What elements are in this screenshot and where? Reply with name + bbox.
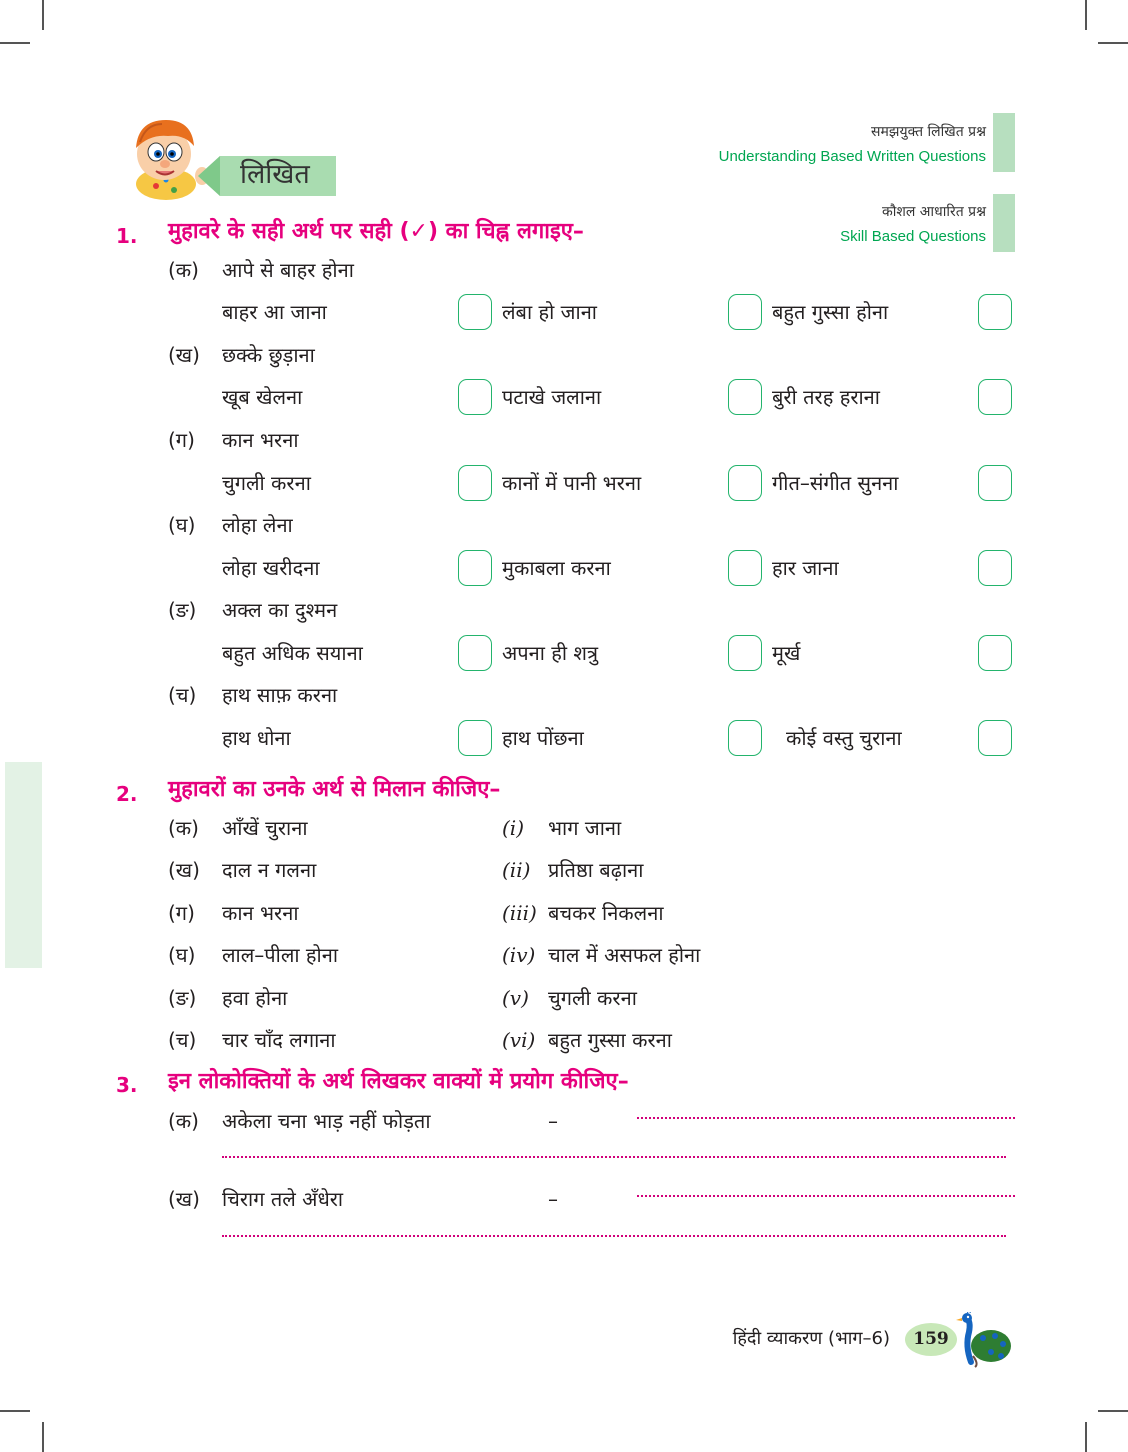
option-text: बहुत गुस्सा होना [772,300,889,324]
proverb-text: अकेला चना भाड़ नहीं फोड़ता [222,1109,431,1133]
option-text: हार जाना [772,556,839,580]
match-right-text: चुगली करना [548,986,637,1010]
category-bar [993,113,1015,172]
idiom-text: आपे से बाहर होना [222,258,354,282]
idiom-text: कान भरना [222,428,299,452]
match-right-text: बहुत गुस्सा करना [548,1028,672,1052]
idiom-text: अक्ल का दुश्मन [222,598,338,622]
crop-mark [0,1410,30,1412]
option-text: बुरी तरह हराना [772,385,880,409]
match-right-text: बचकर निकलना [548,901,664,925]
page-number: 159 [905,1323,957,1356]
match-left-label: (ग) [168,901,195,925]
question-number: 1. [116,224,138,248]
option-text: लंबा हो जाना [502,300,597,324]
question-number: 3. [116,1073,138,1097]
category-english: Understanding Based Written Questions [718,148,986,165]
option-text: हाथ धोना [222,726,291,750]
answer-checkbox[interactable] [728,294,762,330]
proverb-dash: – [548,1187,558,1211]
answer-checkbox[interactable] [978,465,1012,501]
option-text: लोहा खरीदना [222,556,320,580]
question-title: मुहावरे के सही अर्थ पर सही (✓) का चिह्न लगाइए– [168,219,584,244]
option-text: कोई वस्तु चुराना [786,726,902,750]
match-left-text: चार चाँद लगाना [222,1028,336,1052]
answer-checkbox[interactable] [728,379,762,415]
option-text: गीत–संगीत सुनना [772,471,899,495]
answer-line[interactable] [222,1156,1006,1158]
option-text: अपना ही शत्रु [502,641,599,665]
option-text: खूब खेलना [222,385,303,409]
option-text: बहुत अधिक सयाना [222,641,363,665]
book-title: हिंदी व्याकरण (भाग–6) [732,1328,890,1349]
match-right-label: (vi) [502,1028,536,1052]
peacock-illustration [953,1312,1013,1368]
crop-mark [1098,42,1128,44]
option-text: कानों में पानी भरना [502,471,642,495]
option-text: पटाखे जलाना [502,385,602,409]
option-text: मूर्ख [772,641,801,665]
item-label: (ख) [168,343,200,367]
answer-line[interactable] [637,1117,1015,1119]
crop-mark [1085,1422,1087,1452]
category-hindi: कौशल आधारित प्रश्न [881,204,986,220]
match-right-text: भाग जाना [548,816,622,840]
answer-checkbox[interactable] [978,379,1012,415]
item-label: (ङ) [168,598,197,622]
category-english: Skill Based Questions [840,228,986,245]
match-left-text: हवा होना [222,986,288,1010]
category-bar [993,194,1015,252]
answer-checkbox[interactable] [978,294,1012,330]
idiom-text: लोहा लेना [222,513,293,537]
crop-mark [42,1422,44,1452]
match-left-text: आँखें चुराना [222,816,308,840]
option-text: बाहर आ जाना [222,300,327,324]
answer-checkbox[interactable] [978,720,1012,756]
match-right-label: (iv) [502,943,536,967]
match-left-text: लाल–पीला होना [222,943,339,967]
item-label: (घ) [168,513,196,537]
proverb-text: चिराग तले अँधेरा [222,1187,344,1211]
match-left-label: (च) [168,1028,197,1052]
idiom-text: छक्के छुड़ाना [222,343,315,367]
crop-mark [42,0,44,30]
proverb-label: (क) [168,1109,199,1133]
answer-line[interactable] [637,1195,1015,1197]
item-label: (ग) [168,428,195,452]
proverb-label: (ख) [168,1187,200,1211]
crop-mark [1085,0,1087,30]
question-title: मुहावरों का उनके अर्थ से मिलान कीजिए– [168,777,501,802]
option-text: मुकाबला करना [502,556,611,580]
answer-checkbox[interactable] [458,635,492,671]
match-left-label: (क) [168,816,199,840]
answer-checkbox[interactable] [458,550,492,586]
crop-mark [0,42,30,44]
answer-checkbox[interactable] [458,294,492,330]
match-right-label: (iii) [502,901,537,925]
answer-line[interactable] [222,1235,1006,1237]
item-label: (च) [168,683,197,707]
answer-checkbox[interactable] [728,720,762,756]
match-right-label: (v) [502,986,529,1010]
match-right-text: प्रतिष्ठा बढ़ाना [548,858,644,882]
match-left-label: (घ) [168,943,196,967]
question-number: 2. [116,782,138,806]
answer-checkbox[interactable] [728,465,762,501]
answer-checkbox[interactable] [458,379,492,415]
match-left-text: कान भरना [222,901,299,925]
match-left-label: (ङ) [168,986,197,1010]
question-title: इन लोकोक्तियों के अर्थ लिखकर वाक्यों में प्रयोग कीजिए– [168,1069,629,1094]
option-text: चुगली करना [222,471,311,495]
match-left-text: दाल न गलना [222,858,317,882]
side-color-strip [5,762,42,968]
idiom-text: हाथ साफ़ करना [222,683,338,707]
match-right-label: (ii) [502,858,531,882]
answer-checkbox[interactable] [978,550,1012,586]
item-label: (क) [168,258,199,282]
answer-checkbox[interactable] [458,465,492,501]
answer-checkbox[interactable] [728,635,762,671]
category-hindi: समझयुक्त लिखित प्रश्न [871,124,986,140]
option-text: हाथ पोंछना [502,726,584,750]
answer-checkbox[interactable] [978,635,1012,671]
match-right-text: चाल में असफल होना [548,943,701,967]
answer-checkbox[interactable] [458,720,492,756]
match-left-label: (ख) [168,858,200,882]
match-right-label: (i) [502,816,525,840]
answer-checkbox[interactable] [728,550,762,586]
section-tag-label: लिखित [240,159,310,190]
crop-mark [1098,1410,1128,1412]
proverb-dash: – [548,1109,558,1133]
